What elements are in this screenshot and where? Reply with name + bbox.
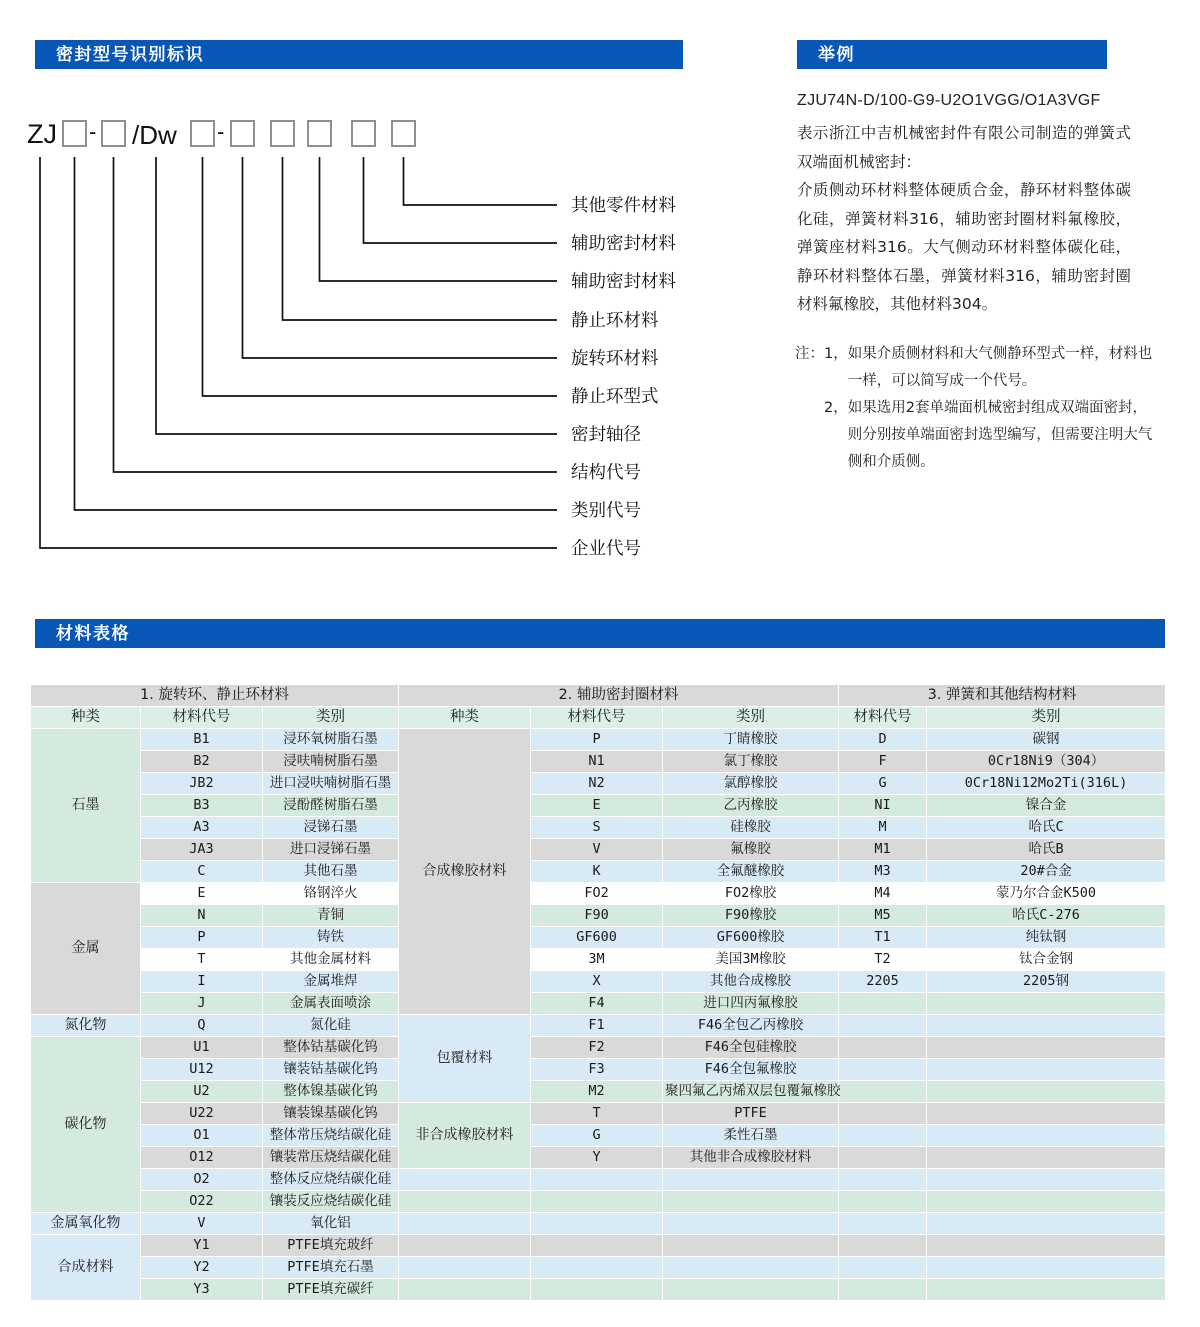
material-class-cell: 全氟醚橡胶 <box>663 861 839 883</box>
table-row <box>31 1147 1166 1169</box>
material-code-cell: C <box>141 861 263 883</box>
material-code-cell: V <box>141 1213 263 1235</box>
material-category-cell: 金属 <box>31 883 141 1015</box>
material-class-cell <box>927 1015 1166 1037</box>
material-class-cell: 整体镍基碳化钨 <box>263 1081 399 1103</box>
note-2-text: 如果选用2套单端面机械密封组成双端面密封，则分别按单端面密封选型编写，但需要注明大气侧和介质侧。 <box>847 399 1153 470</box>
table-row <box>31 1059 1166 1081</box>
material-code-cell: T <box>141 949 263 971</box>
column-header: 类别 <box>927 707 1166 729</box>
material-class-cell: 进口浸呋喃树脂石墨 <box>263 773 399 795</box>
material-code-cell: Y2 <box>141 1257 263 1279</box>
column-header: 类别 <box>663 707 839 729</box>
material-class-cell: PTFE填充碳纤 <box>263 1279 399 1301</box>
material-category-cell: 碳化物 <box>31 1037 141 1213</box>
table-row <box>31 795 1166 817</box>
table-row <box>31 1191 1166 1213</box>
material-class-cell: FO2橡胶 <box>663 883 839 905</box>
material-category-cell: 包覆材料 <box>399 1015 531 1103</box>
material-class-cell <box>663 1257 839 1279</box>
material-class-cell: 铸铁 <box>263 927 399 949</box>
table-row <box>31 1279 1166 1301</box>
code-mid: /Dw <box>132 120 177 150</box>
material-class-cell: F46全包硅橡胶 <box>663 1037 839 1059</box>
material-code-cell <box>839 1103 927 1125</box>
note-1-num: 1， <box>824 346 848 362</box>
material-class-cell: 乙丙橡胶 <box>663 795 839 817</box>
empty-category-cell <box>399 1213 531 1235</box>
material-class-cell: 金属表面喷涂 <box>263 993 399 1015</box>
column-header: 种类 <box>399 707 531 729</box>
material-code-cell: F3 <box>531 1059 663 1081</box>
table-row <box>31 949 1166 971</box>
table-row <box>31 861 1166 883</box>
material-code-cell: JA3 <box>141 839 263 861</box>
material-code-cell: 3M <box>531 949 663 971</box>
material-code-cell: T1 <box>839 927 927 949</box>
material-code-cell: V <box>531 839 663 861</box>
material-class-cell: 镶装常压烧结碳化硅 <box>263 1147 399 1169</box>
code-separator-2: - <box>217 119 225 144</box>
diagram-label-other-parts: 其他零件材料 <box>571 196 676 216</box>
table-row <box>31 839 1166 861</box>
material-class-cell: PTFE填充玻纤 <box>263 1235 399 1257</box>
material-code-cell: E <box>531 795 663 817</box>
material-class-cell: 浸呋喃树脂石墨 <box>263 751 399 773</box>
material-code-cell: T2 <box>839 949 927 971</box>
diagram-label-aux-seal-2: 辅助密封材料 <box>571 272 676 292</box>
material-code-cell <box>839 1081 927 1103</box>
empty-category-cell <box>399 1191 531 1213</box>
code-box-4 <box>231 121 254 146</box>
material-code-cell: X <box>531 971 663 993</box>
material-code-cell: M1 <box>839 839 927 861</box>
material-code-cell: U22 <box>141 1103 263 1125</box>
material-category-cell: 非合成橡胶材料 <box>399 1103 531 1169</box>
material-class-cell: 氯丁橡胶 <box>663 751 839 773</box>
notes-spacer <box>795 395 824 476</box>
material-code-cell <box>839 1147 927 1169</box>
code-box-5 <box>271 121 294 146</box>
material-class-cell: 进口浸锑石墨 <box>263 839 399 861</box>
material-class-cell <box>663 1213 839 1235</box>
material-class-cell: 铬钢淬火 <box>263 883 399 905</box>
table-row <box>31 971 1166 993</box>
diagram-label-shaft-diameter: 密封轴径 <box>571 425 641 445</box>
material-category-cell: 合成橡胶材料 <box>399 729 531 1015</box>
material-code-cell <box>839 1059 927 1081</box>
table-row <box>31 773 1166 795</box>
table-row <box>31 1081 1166 1103</box>
material-code-cell: M2 <box>531 1081 663 1103</box>
material-code-cell: J <box>141 993 263 1015</box>
material-class-cell <box>663 1191 839 1213</box>
material-code-cell: M3 <box>839 861 927 883</box>
materials-section-header <box>35 619 1165 648</box>
table-section-title: 2. 辅助密封圈材料 <box>399 685 839 707</box>
material-class-cell: 美国3M橡胶 <box>663 949 839 971</box>
material-code-cell: D <box>839 729 927 751</box>
material-code-cell: JB2 <box>141 773 263 795</box>
code-box-1 <box>63 121 86 146</box>
diagram-label-category-code: 类别代号 <box>571 501 641 521</box>
table-section-title: 1. 旋转环、静止环材料 <box>31 685 399 707</box>
material-category-cell: 氮化物 <box>31 1015 141 1037</box>
material-class-cell: F46全包氟橡胶 <box>663 1059 839 1081</box>
material-code-cell: F2 <box>531 1037 663 1059</box>
material-class-cell <box>927 1213 1166 1235</box>
material-code-cell: M5 <box>839 905 927 927</box>
material-code-cell: F1 <box>531 1015 663 1037</box>
material-class-cell: 氯醇橡胶 <box>663 773 839 795</box>
table-row <box>31 817 1166 839</box>
materials-section-title: 材料表格 <box>56 624 130 643</box>
material-class-cell: 整体钴基碳化钨 <box>263 1037 399 1059</box>
material-class-cell: 整体常压烧结碳化硅 <box>263 1125 399 1147</box>
table-row <box>31 1125 1166 1147</box>
material-class-cell <box>927 1037 1166 1059</box>
material-code-cell <box>839 1235 927 1257</box>
material-class-cell: 其他合成橡胶 <box>663 971 839 993</box>
material-code-cell: F4 <box>531 993 663 1015</box>
material-code-cell: O12 <box>141 1147 263 1169</box>
material-class-cell: 硅橡胶 <box>663 817 839 839</box>
material-class-cell <box>927 1147 1166 1169</box>
materials-table <box>30 684 1166 1301</box>
material-code-cell: P <box>141 927 263 949</box>
material-code-cell: S <box>531 817 663 839</box>
material-code-cell: T <box>531 1103 663 1125</box>
diagram-label-company-code: 企业代号 <box>571 539 641 559</box>
material-class-cell: 镶装反应烧结碳化硅 <box>263 1191 399 1213</box>
material-code-cell <box>531 1257 663 1279</box>
material-code-cell: O1 <box>141 1125 263 1147</box>
table-section-title-row <box>31 685 1166 707</box>
material-class-cell: 其他金属材料 <box>263 949 399 971</box>
table-row <box>31 1015 1166 1037</box>
material-class-cell <box>927 1191 1166 1213</box>
material-class-cell <box>927 1235 1166 1257</box>
example-section-title: 举例 <box>818 45 855 64</box>
diagram-label-stationary-mat: 静止环材料 <box>571 311 659 331</box>
material-code-cell: FO2 <box>531 883 663 905</box>
material-class-cell: 进口四丙氟橡胶 <box>663 993 839 1015</box>
material-code-cell: M4 <box>839 883 927 905</box>
column-header: 类别 <box>263 707 399 729</box>
table-row <box>31 729 1166 751</box>
material-code-cell <box>839 1015 927 1037</box>
code-box-8 <box>392 121 415 146</box>
material-code-cell <box>531 1213 663 1235</box>
empty-category-cell <box>399 1279 531 1301</box>
code-separator-1: - <box>89 119 97 144</box>
material-category-cell: 金属氧化物 <box>31 1213 141 1235</box>
material-code-cell: U12 <box>141 1059 263 1081</box>
example-model-code: ZJU74N-D/100-G9-U2O1VGG/O1A3VGF <box>797 92 1101 109</box>
material-code-cell <box>839 1169 927 1191</box>
material-class-cell: 哈氏B <box>927 839 1166 861</box>
material-class-cell <box>663 1169 839 1191</box>
column-header: 材料代号 <box>141 707 263 729</box>
material-class-cell <box>663 1279 839 1301</box>
material-code-cell: O22 <box>141 1191 263 1213</box>
material-class-cell: 0Cr18Ni12Mo2Ti(316L) <box>927 773 1166 795</box>
table-row <box>31 1103 1166 1125</box>
material-code-cell: A3 <box>141 817 263 839</box>
material-code-cell <box>839 1213 927 1235</box>
material-code-cell: 2205 <box>839 971 927 993</box>
material-code-cell: O2 <box>141 1169 263 1191</box>
material-code-cell: GF600 <box>531 927 663 949</box>
table-row <box>31 1213 1166 1235</box>
example-section-header <box>797 40 1107 69</box>
material-class-cell: PTFE填充石墨 <box>263 1257 399 1279</box>
diagram-label-structure-code: 结构代号 <box>571 463 641 483</box>
callout-lines <box>40 157 557 548</box>
empty-category-cell <box>399 1169 531 1191</box>
material-class-cell: 其他非合成橡胶材料 <box>663 1147 839 1169</box>
table-row <box>31 1037 1166 1059</box>
material-category-cell: 合成材料 <box>31 1235 141 1301</box>
notes-block <box>795 341 1153 476</box>
model-code-diagram <box>0 95 720 570</box>
table-row <box>31 883 1166 905</box>
code-prefix: ZJ <box>27 119 57 149</box>
material-class-cell <box>927 1169 1166 1191</box>
table-row <box>31 993 1166 1015</box>
material-class-cell <box>663 1235 839 1257</box>
material-category-cell: 石墨 <box>31 729 141 883</box>
example-body: 介质侧动环材料整体硬质合金，静环材料整体碳化硅，弹簧材料316，辅助密封圈材料氟橡胶，弹簧座材料316。大气侧动环材料整体碳化硅，静环材料整体石墨，弹簧材料316，辅助密封圈材料氟橡胶，其他材料304。 <box>797 181 1131 314</box>
material-class-cell: 钛合金钢 <box>927 949 1166 971</box>
table-row <box>31 905 1166 927</box>
column-header: 材料代号 <box>839 707 927 729</box>
material-code-cell <box>839 1125 927 1147</box>
material-class-cell: 镶装钴基碳化钨 <box>263 1059 399 1081</box>
empty-category-cell <box>399 1235 531 1257</box>
material-code-cell <box>531 1279 663 1301</box>
material-code-cell <box>531 1169 663 1191</box>
material-class-cell: 镶装镍基碳化钨 <box>263 1103 399 1125</box>
material-code-cell: B1 <box>141 729 263 751</box>
material-code-cell: NI <box>839 795 927 817</box>
material-code-cell: Y <box>531 1147 663 1169</box>
note-2-num: 2， <box>824 399 848 416</box>
material-code-cell <box>839 1037 927 1059</box>
material-code-cell: Q <box>141 1015 263 1037</box>
table-row <box>31 927 1166 949</box>
example-block <box>797 92 1131 319</box>
material-code-cell: E <box>141 883 263 905</box>
material-class-cell: 浸环氧树脂石墨 <box>263 729 399 751</box>
table-row <box>31 1235 1166 1257</box>
material-class-cell: PTFE <box>663 1103 839 1125</box>
material-class-cell: 柔性石墨 <box>663 1125 839 1147</box>
material-class-cell: 聚四氟乙丙烯双层包覆氟橡胶 <box>663 1081 839 1103</box>
diagram-label-rotating-mat: 旋转环材料 <box>571 349 659 369</box>
material-code-cell: Y3 <box>141 1279 263 1301</box>
material-class-cell: 氧化铝 <box>263 1213 399 1235</box>
notes-label: 注： <box>795 346 824 362</box>
material-class-cell <box>927 1103 1166 1125</box>
empty-category-cell <box>399 1257 531 1279</box>
material-code-cell: B2 <box>141 751 263 773</box>
material-class-cell: 金属堆焊 <box>263 971 399 993</box>
material-code-cell <box>839 1191 927 1213</box>
material-class-cell: 丁睛橡胶 <box>663 729 839 751</box>
seal-model-section-header <box>35 40 683 69</box>
material-class-cell: 20#合金 <box>927 861 1166 883</box>
seal-model-section-title: 密封型号识别标识 <box>56 45 204 64</box>
material-code-cell <box>839 993 927 1015</box>
material-code-cell: P <box>531 729 663 751</box>
material-class-cell <box>927 1125 1166 1147</box>
material-class-cell: 2205钢 <box>927 971 1166 993</box>
table-section-title: 3. 弹簧和其他结构材料 <box>839 685 1166 707</box>
material-code-cell <box>839 1257 927 1279</box>
table-row <box>31 1257 1166 1279</box>
material-code-cell <box>531 1235 663 1257</box>
code-box-6 <box>308 121 331 146</box>
column-header: 种类 <box>31 707 141 729</box>
column-header: 材料代号 <box>531 707 663 729</box>
material-class-cell <box>927 993 1166 1015</box>
material-code-cell <box>531 1191 663 1213</box>
material-class-cell <box>927 1059 1166 1081</box>
material-class-cell: 哈氏C <box>927 817 1166 839</box>
material-code-cell: U1 <box>141 1037 263 1059</box>
material-code-cell: F90 <box>531 905 663 927</box>
code-box-7 <box>352 121 375 146</box>
example-intro: 表示浙江中吉机械密封件有限公司制造的弹簧式双端面机械密封： <box>797 124 1131 171</box>
material-class-cell <box>927 1257 1166 1279</box>
material-class-cell: GF600橡胶 <box>663 927 839 949</box>
material-class-cell: F46全包乙丙橡胶 <box>663 1015 839 1037</box>
material-class-cell: 氟橡胶 <box>663 839 839 861</box>
material-class-cell: 其他石墨 <box>263 861 399 883</box>
material-code-cell: K <box>531 861 663 883</box>
material-class-cell: 浸酚醛树脂石墨 <box>263 795 399 817</box>
diagram-label-aux-seal-1: 辅助密封材料 <box>571 234 676 254</box>
material-code-cell: G <box>839 773 927 795</box>
material-code-cell <box>839 1279 927 1301</box>
material-class-cell: 镍合金 <box>927 795 1166 817</box>
material-code-cell: I <box>141 971 263 993</box>
material-class-cell <box>927 1081 1166 1103</box>
material-class-cell: 整体反应烧结碳化硅 <box>263 1169 399 1191</box>
material-code-cell: N1 <box>531 751 663 773</box>
material-code-cell: N <box>141 905 263 927</box>
code-box-2 <box>102 121 125 146</box>
material-code-cell: N2 <box>531 773 663 795</box>
table-column-header-row <box>31 707 1166 729</box>
diagram-label-stationary-type: 静止环型式 <box>571 387 659 407</box>
material-class-cell: 氮化硅 <box>263 1015 399 1037</box>
material-code-cell: G <box>531 1125 663 1147</box>
material-class-cell: 哈氏C-276 <box>927 905 1166 927</box>
material-class-cell <box>927 1279 1166 1301</box>
table-row <box>31 1169 1166 1191</box>
note-1-text: 如果介质侧材料和大气侧静环型式一样，材料也一样，可以简写成一个代号。 <box>847 346 1153 389</box>
material-code-cell: B3 <box>141 795 263 817</box>
material-class-cell: 浸锑石墨 <box>263 817 399 839</box>
code-boxes <box>63 121 415 146</box>
material-code-cell: U2 <box>141 1081 263 1103</box>
material-class-cell: 纯钛钢 <box>927 927 1166 949</box>
table-row <box>31 751 1166 773</box>
material-code-cell: F <box>839 751 927 773</box>
material-class-cell: 碳钢 <box>927 729 1166 751</box>
code-box-3 <box>191 121 214 146</box>
material-class-cell: 0Cr18Ni9（304） <box>927 751 1166 773</box>
material-code-cell: M <box>839 817 927 839</box>
material-class-cell: 蒙乃尔合金K500 <box>927 883 1166 905</box>
material-class-cell: F90橡胶 <box>663 905 839 927</box>
material-code-cell: Y1 <box>141 1235 263 1257</box>
material-class-cell: 青铜 <box>263 905 399 927</box>
